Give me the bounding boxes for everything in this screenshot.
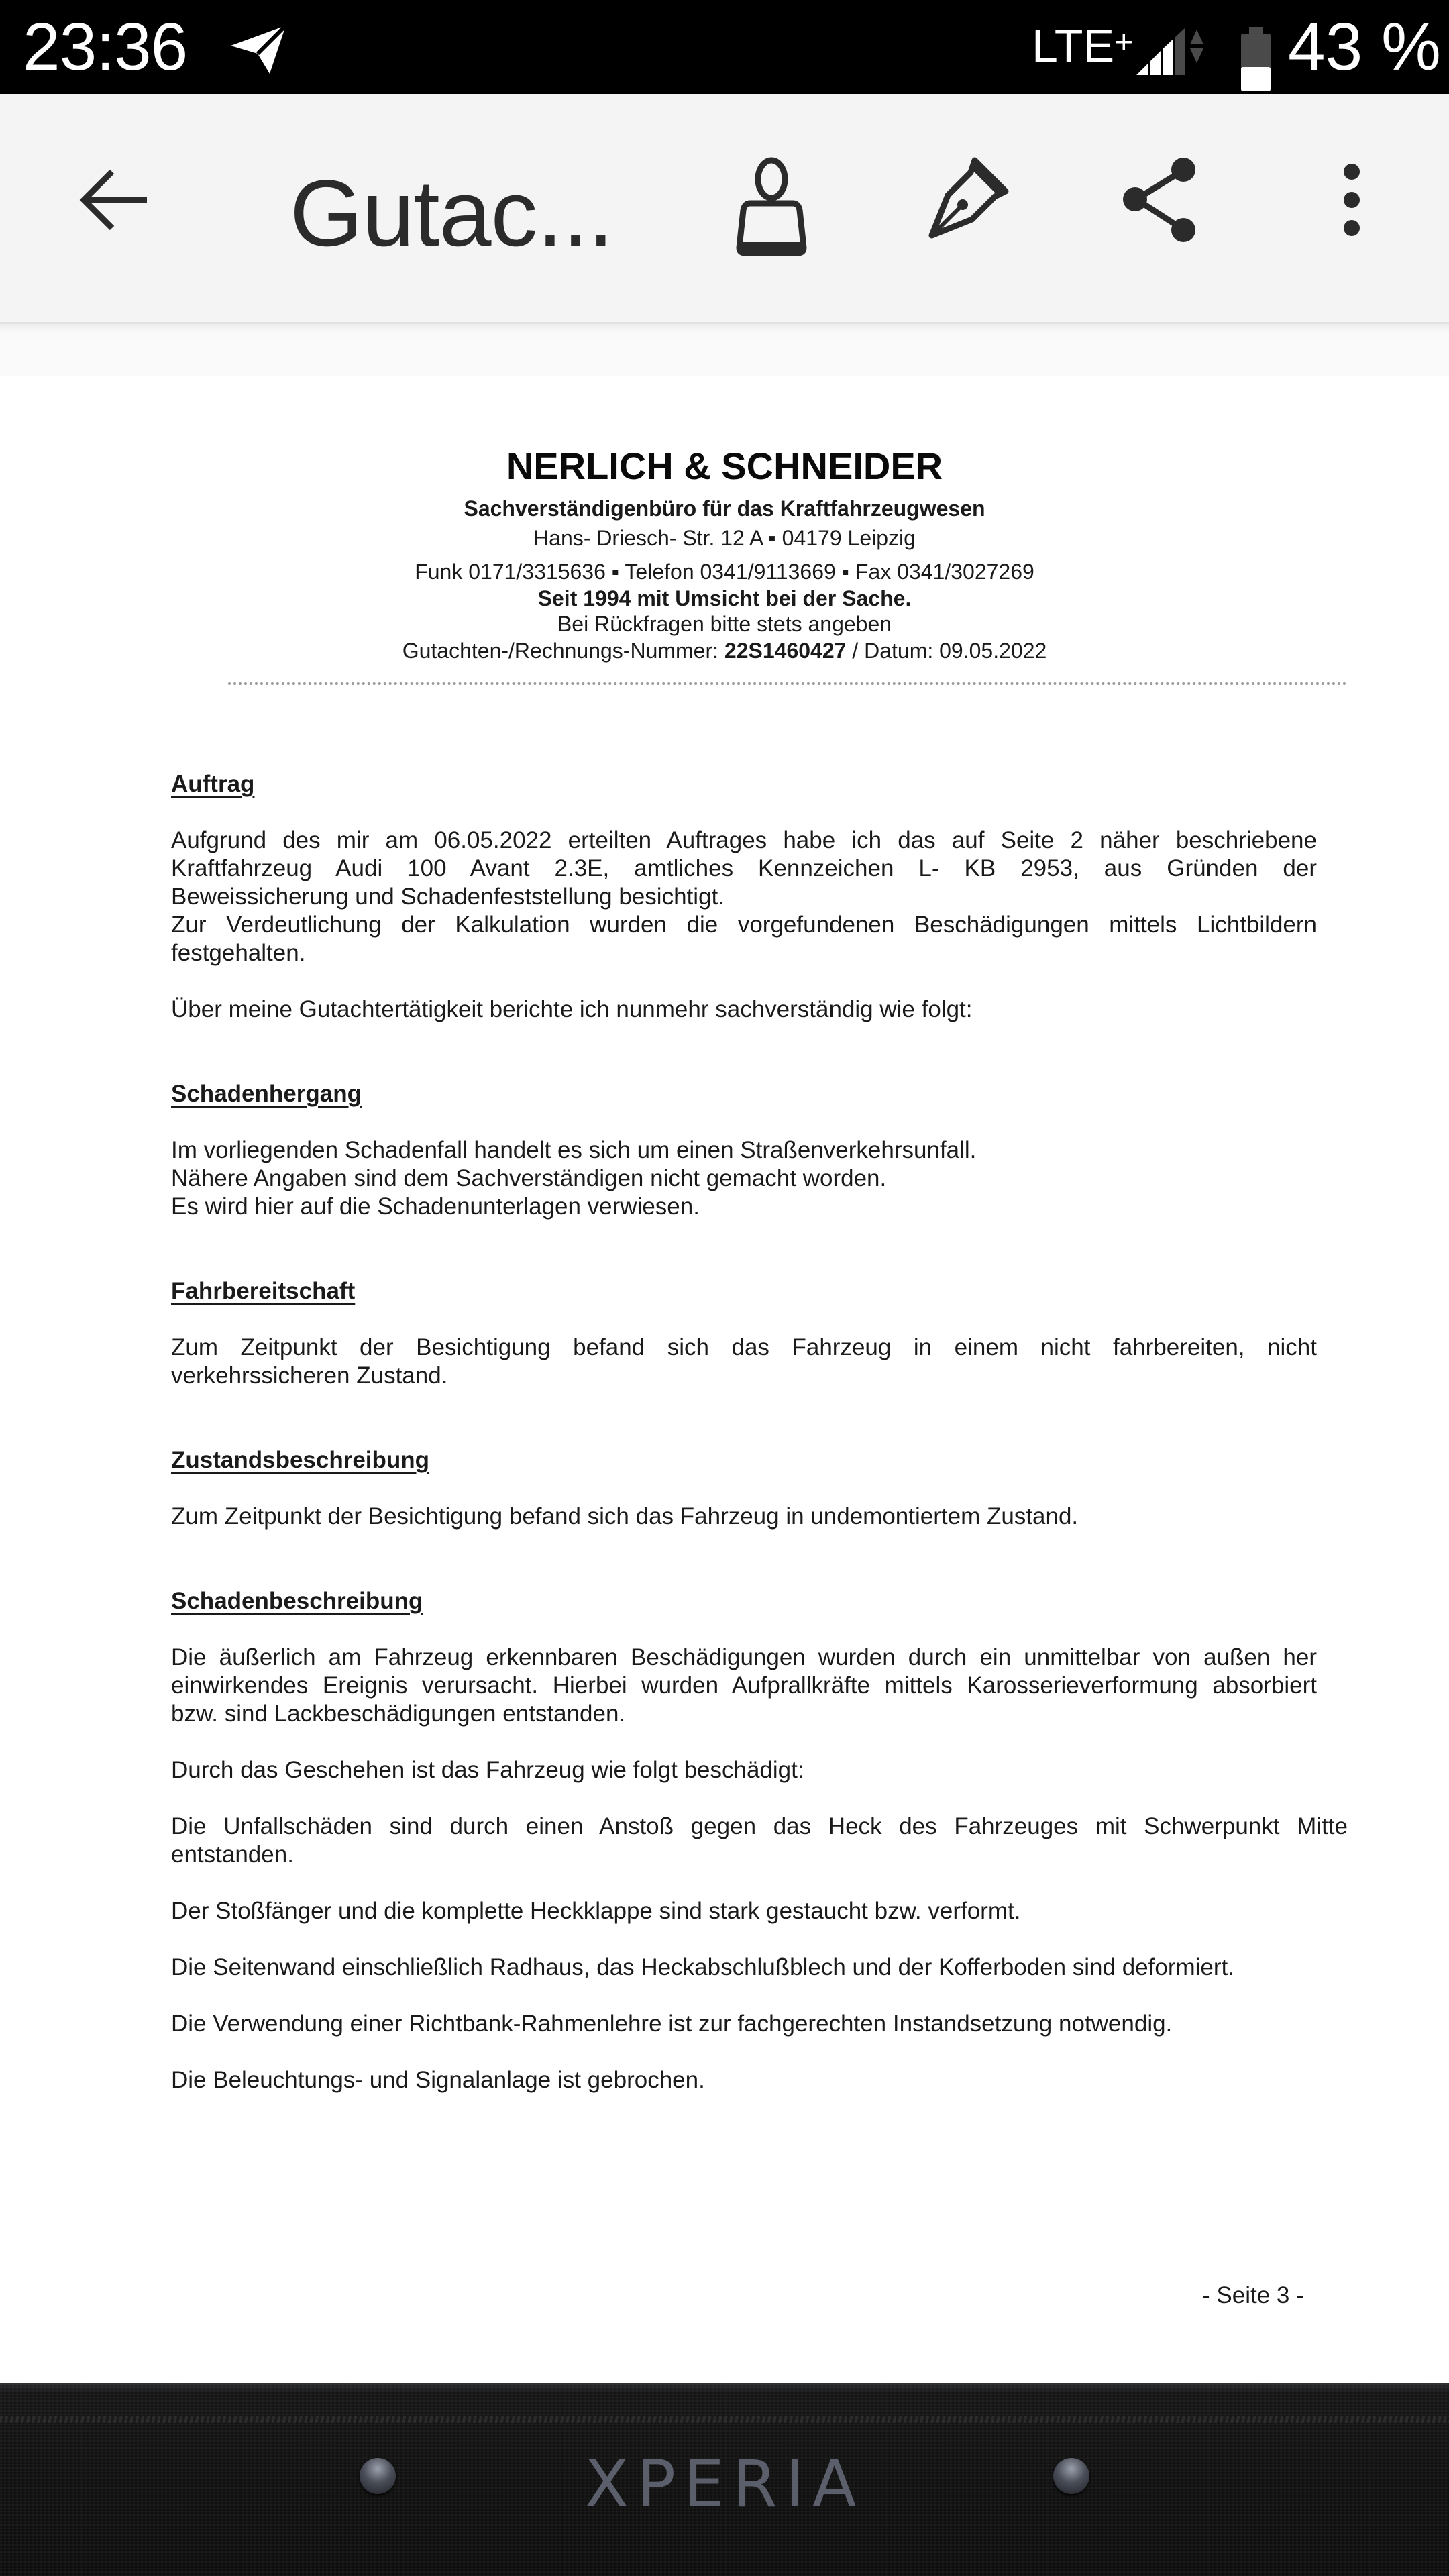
zustandsbeschreibung-paragraph: Zum Zeitpunkt der Besichtigung befand sich das Fahrzeug in undemontiertem Zustand.	[171, 1503, 1079, 1529]
auftrag-paragraph-3: Über meine Gutachtertätigkeit berichte ich nunmehr sachverständig wie folgt:	[171, 996, 973, 1022]
text-line: bzw. sind Lackbeschädigungen entstanden.	[171, 1701, 626, 1727]
report-number-label: Gutachten-/Rechnungs-Nummer:	[402, 639, 724, 663]
back-arrow-icon	[77, 166, 151, 237]
schadenbeschreibung-paragraph-1	[171, 1644, 1317, 1728]
status-time: 23:36	[23, 9, 188, 85]
reference-note: Bei Rückfragen bitte stets angeben	[557, 612, 892, 636]
viewer-background	[0, 324, 1449, 376]
report-date: / Datum: 09.05.2022	[846, 639, 1047, 663]
network-plus: +	[1114, 25, 1134, 60]
letterhead-divider	[228, 682, 1347, 685]
company-name: NERLICH & SCHNEIDER	[506, 445, 943, 487]
stitch-decoration	[0, 2416, 1449, 2423]
text-line: entstanden.	[171, 1841, 294, 1868]
page-number: - Seite 3 -	[1202, 2282, 1304, 2308]
text-line: Kraftfahrzeug Audi 100 Avant 2.3E, amtliches Kennzeichen L- KB 2953, aus Gründen der	[171, 855, 1317, 881]
text-line: Aufgrund des mir am 06.05.2022 erteilten Auftrages habe ich das auf Seite 2 näher beschriebene	[171, 827, 1317, 853]
section-heading-fahrbereitschaft: Fahrbereitschaft	[171, 1278, 356, 1304]
company-address: Hans- Driesch- Str. 12 A ▪ 04179 Leipzig	[533, 526, 916, 550]
company-contact: Funk 0171/3315636 ▪ Telefon 0341/9113669 ▪ Fax 0341/3027269	[415, 559, 1034, 584]
text-line: verkehrssicheren Zustand.	[171, 1362, 448, 1389]
overflow-menu-button[interactable]	[1308, 148, 1395, 255]
section-heading-auftrag: Auftrag	[171, 771, 255, 797]
status-bar	[0, 0, 1449, 94]
signal-icon	[1136, 28, 1210, 75]
pen-icon	[922, 156, 1010, 247]
text-line: festgehalten.	[171, 940, 306, 966]
share-button[interactable]	[1114, 148, 1208, 255]
network-type	[1032, 19, 1133, 72]
company-subtitle: Sachverständigenbüro für das Kraftfahrzeugwesen	[464, 496, 985, 521]
report-number-line	[0, 639, 1449, 663]
text-line: Nähere Angaben sind dem Sachverständigen nicht gemacht worden.	[171, 1165, 887, 1191]
text-line: Im vorliegenden Schadenfall handelt es sich um einen Straßenverkehrsunfall.	[171, 1137, 977, 1163]
schadenbeschreibung-paragraph-6: Die Verwendung einer Richtbank-Rahmenlehre ist zur fachgerechten Instandsetzung notwendig.	[171, 2010, 1173, 2037]
app-toolbar	[0, 94, 1449, 324]
schadenbeschreibung-paragraph-7: Die Beleuchtungs- und Signalanlage ist gebrochen.	[171, 2067, 705, 2093]
schadenbeschreibung-paragraph-2: Durch das Geschehen ist das Fahrzeug wie folgt beschädigt:	[171, 1757, 804, 1783]
rivet-right-icon	[1053, 2458, 1089, 2494]
schadenbeschreibung-paragraph-3	[171, 1813, 1348, 1869]
device-nav-bar	[0, 2383, 1449, 2576]
section-heading-schadenhergang: Schadenhergang	[171, 1081, 362, 1107]
auftrag-paragraph-1	[171, 826, 1317, 967]
back-button[interactable]	[67, 154, 161, 248]
text-line: Beweissicherung und Schadenfeststellung besichtigt.	[171, 883, 724, 910]
document-page[interactable]	[0, 376, 1449, 2383]
share-icon	[1120, 156, 1201, 247]
schadenbeschreibung-paragraph-5: Die Seitenwand einschließlich Radhaus, das Heckabschlußblech und der Kofferboden sind deformiert.	[171, 1954, 1234, 1980]
company-motto: Seit 1994 mit Umsicht bei der Sache.	[537, 586, 912, 610]
text-line: Zum Zeitpunkt der Besichtigung befand sich das Fahrzeug in einem nicht fahrbereiten, nicht	[171, 1334, 1317, 1360]
section-heading-schadenbeschreibung: Schadenbeschreibung	[171, 1588, 423, 1614]
user-icon	[731, 156, 812, 260]
report-number: 22S1460427	[724, 639, 847, 663]
battery-icon	[1241, 27, 1271, 94]
document-title: Gutac...	[290, 160, 614, 266]
user-button[interactable]	[724, 148, 818, 268]
battery-percent: 43 %	[1288, 9, 1441, 85]
section-heading-zustandsbeschreibung: Zustandsbeschreibung	[171, 1447, 430, 1473]
text-line: Die äußerlich am Fahrzeug erkennbaren Beschädigungen wurden durch ein unmittelbar von außen her	[171, 1644, 1317, 1670]
more-vert-icon	[1338, 160, 1365, 244]
network-label: LTE	[1032, 19, 1115, 72]
text-line: Es wird hier auf die Schadenunterlagen verwiesen.	[171, 1193, 700, 1220]
fahrbereitschaft-paragraph	[171, 1334, 1317, 1390]
text-line: Die Unfallschäden sind durch einen Anstoß gegen das Heck des Fahrzeuges mit Schwerpunkt Mitte	[171, 1813, 1348, 1839]
text-line: einwirkendes Ereignis verursacht. Hierbei wurden Aufprallkräfte mittels Karosserieverformung absorbiert	[171, 1672, 1317, 1699]
schadenbeschreibung-paragraph-4: Der Stoßfänger und die komplette Heckklappe sind stark gestaucht bzw. verformt.	[171, 1898, 1021, 1924]
annotate-button[interactable]	[919, 148, 1013, 255]
brand-logo: XPERIA	[584, 2447, 865, 2522]
schadenhergang-paragraph	[171, 1136, 1317, 1221]
text-line: Zur Verdeutlichung der Kalkulation wurden die vorgefundenen Beschädigungen mittels Lichtbildern	[171, 912, 1317, 938]
telegram-icon	[228, 23, 288, 76]
